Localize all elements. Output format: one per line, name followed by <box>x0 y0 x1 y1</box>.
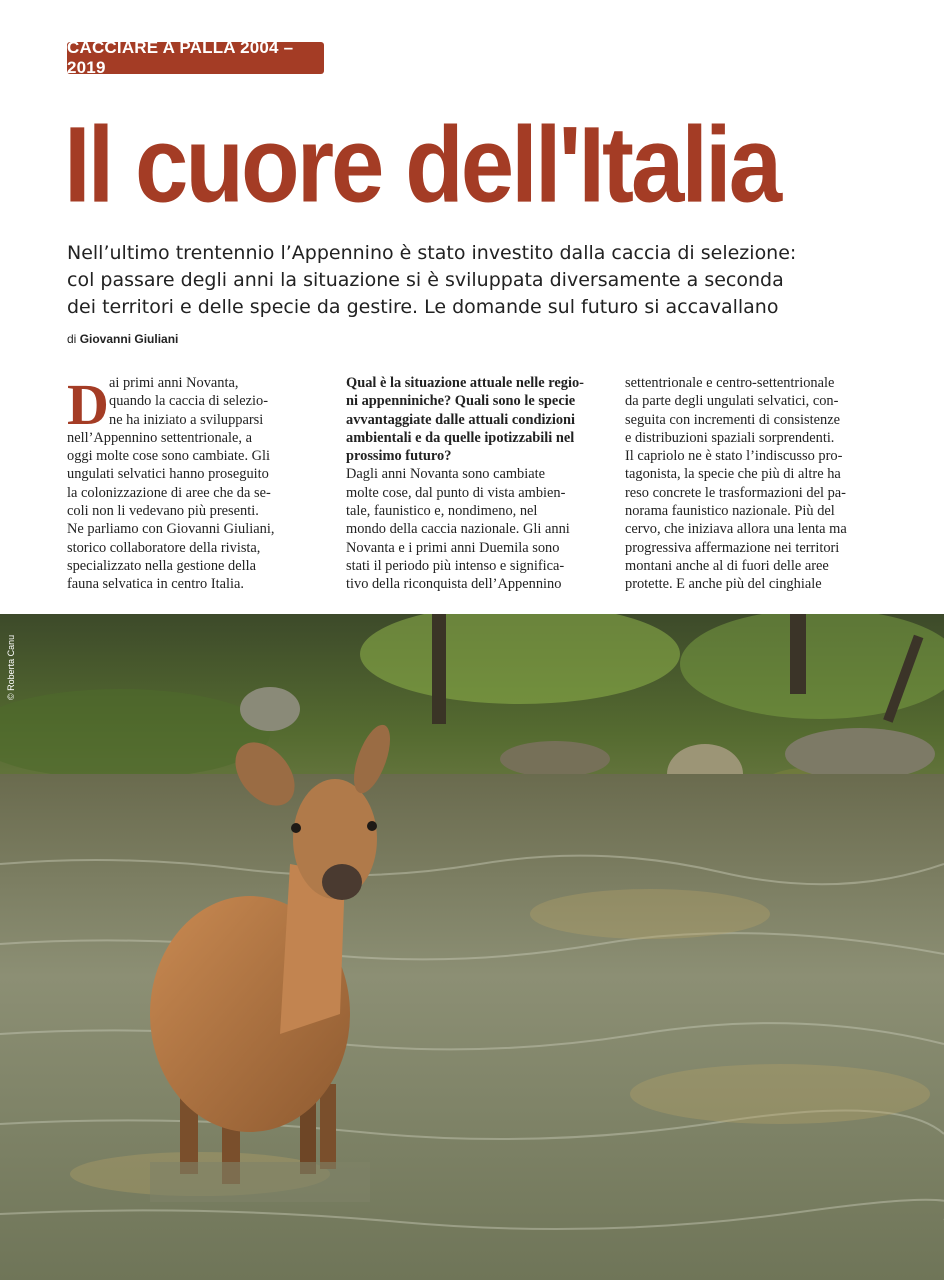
byline <box>67 332 178 346</box>
question-line: prossimo futuro? <box>346 448 452 465</box>
text-line: reso concrete le trasformazioni del pa- <box>625 484 846 501</box>
text-line: molte cose, dal punto di vista ambien- <box>346 484 566 501</box>
text-line: coli non li vedevano più presenti. <box>67 503 259 520</box>
text-column-2 <box>346 374 596 594</box>
text-column-3 <box>625 374 875 594</box>
text-line: storico collaboratore della rivista, <box>67 539 261 556</box>
text-line: tivo della riconquista dell’Appennino <box>346 576 562 593</box>
article-title: Il cuore dell'Italia <box>64 105 780 226</box>
text-line: e distribuzioni spaziali sorprendenti. <box>625 429 835 446</box>
photo-credit: © Roberta Canu <box>6 634 16 700</box>
text-line: montani anche al di fuori delle aree <box>625 557 829 574</box>
byline-prefix: di <box>67 332 77 346</box>
article-deck <box>67 240 887 321</box>
text-line: tagonista, la specie che più di altre ha <box>625 466 841 483</box>
text-line: Novanta e i primi anni Duemila sono <box>346 539 560 556</box>
question-line: avvantaggiate dalle attuali condizioni <box>346 411 576 428</box>
text-line: da parte degli ungulati selvatici, con- <box>625 393 839 410</box>
section-kicker: CACCIARE A PALLA 2004 – 2019 <box>67 42 324 74</box>
text-line: norama faunistico nazionale. Più del <box>625 503 835 520</box>
text-line: ungulati selvatici hanno proseguito <box>67 466 269 483</box>
deck-line: col passare degli anni la situazione si è sviluppata diversamente a seconda <box>67 269 784 291</box>
drop-cap: D <box>67 372 109 437</box>
text-line: protette. E anche più del cinghiale <box>625 576 822 593</box>
question-line: ni appenniniche? Quali sono le specie <box>346 393 576 410</box>
deer-photo <box>0 614 944 1280</box>
question-line: ambientali e da quelle ipotizzabili nel <box>346 429 575 446</box>
text-line: oggi molte cose sono cambiate. Gli <box>67 448 271 465</box>
text-column-1 <box>67 374 317 594</box>
text-line: Dagli anni Novanta sono cambiate <box>346 466 546 483</box>
text-line: progressiva affermazione nei territori <box>625 539 840 556</box>
interview-question <box>346 374 596 465</box>
byline-author: Giovanni Giuliani <box>79 332 179 346</box>
question-line: Qual è la situazione attuale nelle regio- <box>346 375 584 391</box>
text-line: fauna selvatica in centro Italia. <box>67 576 244 593</box>
text-line: mondo della caccia nazionale. Gli anni <box>346 521 570 538</box>
text-line: settentrionale e centro-settentrionale <box>625 375 835 391</box>
text-line: la colonizzazione di aree che da se- <box>67 484 271 501</box>
text-line: ne ha iniziato a svilupparsi <box>109 411 264 428</box>
text-line: cervo, che iniziava allora una lenta ma <box>625 521 847 538</box>
text-line: specializzato nella gestione della <box>67 557 256 574</box>
text-line: seguita con incrementi di consistenze <box>625 411 840 428</box>
deck-line: dei territori e delle specie da gestire. Le domande sul futuro si accavallano <box>67 296 779 318</box>
text-line: ai primi anni Novanta, <box>109 375 239 391</box>
text-line: nell’Appennino settentrionale, a <box>67 429 253 446</box>
text-line: quando la caccia di selezio- <box>109 393 269 410</box>
text-line: Il capriolo ne è stato l’indiscusso pro- <box>625 448 843 465</box>
text-line: stati il periodo più intenso e significa- <box>346 557 565 574</box>
deck-line: Nell’ultimo trentennio l’Appennino è stato investito dalla caccia di selezione: <box>67 242 797 264</box>
text-line: tale, faunistico e, nondimeno, nel <box>346 503 538 520</box>
text-line: Ne parliamo con Giovanni Giuliani, <box>67 521 275 538</box>
